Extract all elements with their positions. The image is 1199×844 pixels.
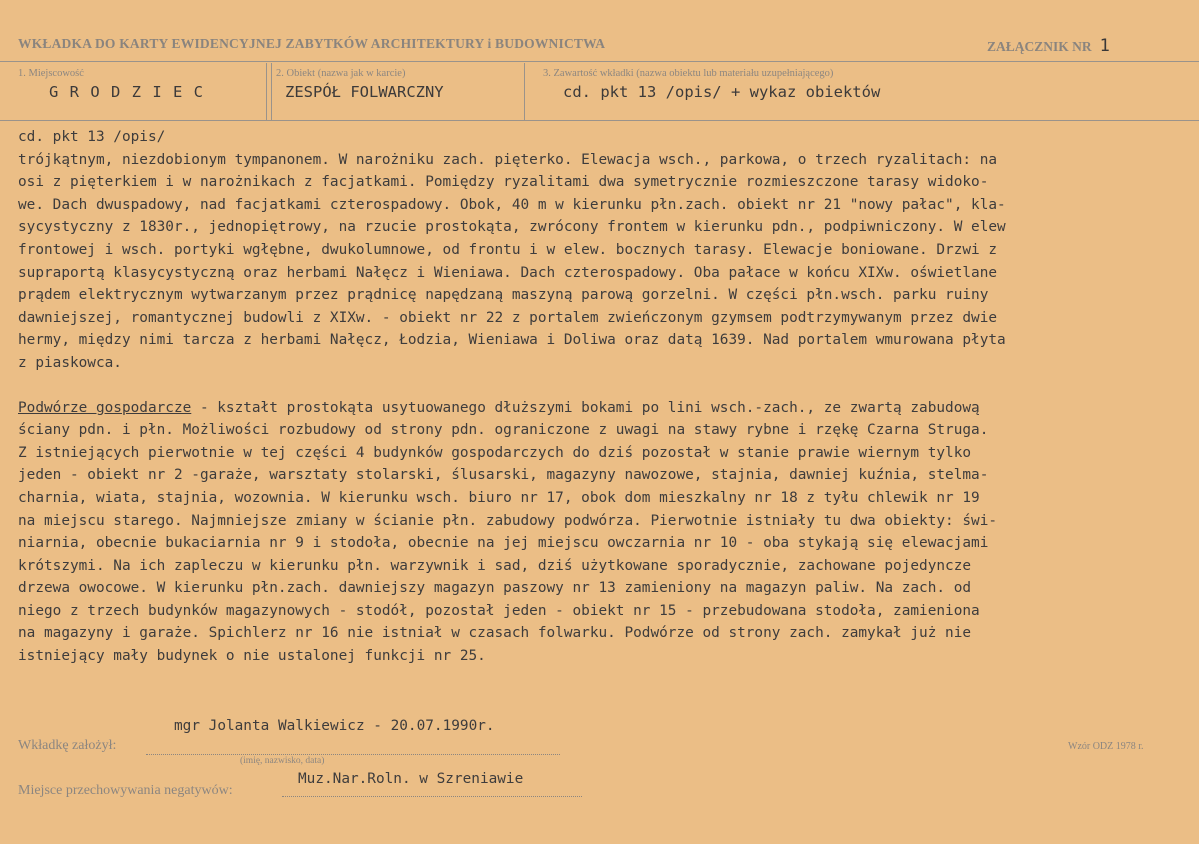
- text-line: niego z trzech budynków magazynowych - stodół, pozostał jeden - obiekt nr 15 - przebudowana stodoła, zamieniona: [18, 602, 980, 619]
- form-code: Wzór ODZ 1978 r.: [1068, 741, 1144, 752]
- text-line: z piaskowca.: [18, 354, 122, 371]
- field-separator-2: [524, 63, 525, 120]
- text-line: drzewa owocowe. W kierunku płn.zach. dawniejszy magazyn paszowy nr 13 zamieniony na magazyn paliw. Na zach. od: [18, 580, 972, 597]
- object-value: ZESPÓŁ FOLWARCZNY: [285, 83, 444, 101]
- inserted-by-dotline: [146, 753, 560, 755]
- text-line: cd. pkt 13 /opis/: [18, 129, 166, 145]
- negatives-dotline: [282, 795, 582, 797]
- section-heading-rest: - kształt prostokąta usytuowanego dłuższymi bokami po lini wsch.-zach., ze zwartą zabudową: [191, 399, 980, 416]
- text-line: na magazyny i garaże. Spichlerz nr 16 nie istniał w czasach folwarku. Podwórze od strony zach. zamykał już nie: [18, 625, 972, 642]
- text-line: osi z pięterkiem i w narożnikach z facjatkami. Pomiędzy ryzalitami dwa symetrycznie rozmieszczone tarasy widoko-: [18, 174, 989, 191]
- description-text: [18, 126, 1198, 668]
- inserted-by-sublabel: (imię, nazwisko, data): [240, 756, 325, 766]
- negatives-value: Muz.Nar.Roln. w Szreniawie: [298, 771, 524, 787]
- section-heading: Podwórze gospodarcze: [18, 399, 192, 416]
- form-title: WKŁADKA DO KARTY EWIDENCYJNEJ ZABYTKÓW ARCHITEKTURY i BUDOWNICTWA: [18, 36, 606, 51]
- field-separator-1: [266, 63, 267, 120]
- locality-label: 1. Miejscowość: [18, 68, 84, 79]
- text-line: hermy, między nimi tarcza z herbami Nałęcz, Łodzia, Wieniawa i Doliwa oraz datą 1639. Nad portalem wmurowana płyta: [18, 332, 1006, 349]
- content-value: cd. pkt 13 /opis/ + wykaz obiektów: [563, 83, 881, 101]
- text-line: Z istniejących pierwotnie w tej części 4 budynków gospodarczych do dziś pozostał w stanie prawie wiernym tylko: [18, 444, 972, 461]
- text-line: na miejscu starego. Najmniejsze zmiany w ścianie płn. zabudowy podwórza. Pierwotnie istniały tu dwa obiekty: świ-: [18, 512, 998, 529]
- text-line: trójkątnym, niezdobionym tympanonem. W narożniku zach. pięterko. Elewacja wsch., parkowa, o trzech ryzalitach: na: [18, 151, 998, 168]
- signature-line: mgr Jolanta Walkiewicz - 20.07.1990r.: [174, 718, 495, 734]
- text-line: sycystyczny z 1830r., jednopiętrowy, na rzucie prostokąta, zwrócony frontem w kierunku pdn., podpiwniczony. W elew: [18, 219, 1006, 236]
- attachment-label: [987, 36, 1110, 56]
- locality-value: G R O D Z I E C: [49, 83, 204, 101]
- field-separator-1b: [271, 63, 272, 120]
- text-line: ściany pdn. i płn. Możliwości rozbudowy od strony pdn. ograniczone z uwagi na stawy rybne i rzękę Czarna Struga.: [18, 422, 989, 439]
- content-label: 3. Zawartość wkładki (nazwa obiektu lub materiału uzupełniającego): [543, 68, 834, 79]
- text-line: jeden - obiekt nr 2 -garaże, warsztaty stolarski, ślusarski, magazyny nawozowe, stajnia, dawniej kuźnia, stelma-: [18, 467, 989, 484]
- attachment-label-text: ZAŁĄCZNIK NR: [987, 39, 1092, 54]
- text-line: we. Dach dwuspadowy, nad facjatkami czterospadowy. Obok, 40 m w kierunku płn.zach. obiekt nr 21 "nowy pałac", kla-: [18, 196, 1006, 213]
- attachment-number: 1: [1099, 36, 1110, 56]
- header-rule: [0, 61, 1199, 62]
- text-line: frontowej i wsch. portyki wgłębne, dwukolumnowe, od frontu i w elew. bocznych tarasy. Elewacje boniowane. Drzwi z: [18, 241, 998, 258]
- text-line: niarnia, obecnie bukaciarnia nr 9 i stodoła, obecnie na jej miejscu owczarnia nr 10 - oba stykają się elewacjami: [18, 535, 989, 552]
- text-line: istniejący mały budynek o nie ustalonej funkcji nr 25.: [18, 648, 486, 665]
- text-line: krótszymi. Na ich zapleczu w kierunku płn. warzywnik i sad, dziś użytkowane sporadycznie, zachowane pojedyncze: [18, 557, 972, 574]
- text-line: charnia, wiata, stajnia, wozownia. W kierunku wsch. biuro nr 17, obok dom mieszkalny nr 18 z tyłu chlewik nr 19: [18, 489, 980, 506]
- negatives-label: Miejsce przechowywania negatywów:: [18, 783, 233, 798]
- text-line: prądem elektrycznym wytwarzanym przez prądnicę napędzaną maszyną parową gorzelni. W części płn.wsch. parku ruiny: [18, 287, 989, 304]
- inserted-by-label: Wkładkę założył:: [18, 738, 117, 753]
- object-label: 2. Obiekt (nazwa jak w karcie): [276, 68, 406, 79]
- text-line: [18, 397, 1198, 420]
- text-line: supraportą klasycystyczną oraz herbami Nałęcz i Wieniawa. Dach czterospadowy. Oba pałace w końcu XIXw. oświetlane: [18, 264, 998, 281]
- fields-rule: [0, 120, 1199, 121]
- text-line: dawniejszej, romantycznej budowli z XIXw. - obiekt nr 22 z portalem zwieńczonym gzymsem podtrzymywanym przez dwie: [18, 309, 998, 326]
